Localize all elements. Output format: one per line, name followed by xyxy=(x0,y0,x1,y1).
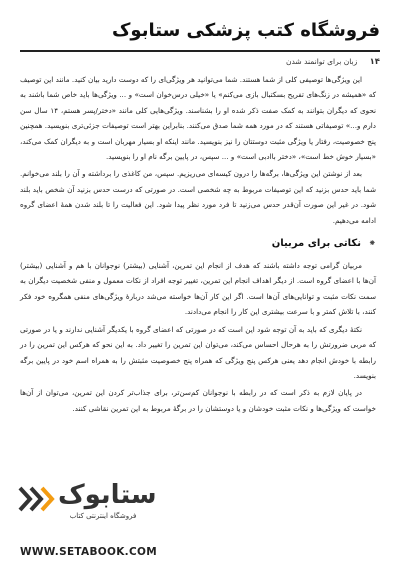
setabook-logo xyxy=(18,480,157,530)
section-heading xyxy=(20,236,376,252)
paragraph: بعد از نوشتن این ویژگی‌ها، برگه‌ها را درون کیسه‌ای می‌ریزیم. سپس، من کاغذی را برداشته و آن را بلند می‌خوانم. شما باید حدس بزنید که این توصیفات مربوط به چه شخصی است. در صورتی که درست حدس بزنید آن شخص باید بلند شود. در غیر این صورت آن‌قدر حدس می‌زنید تا فرد مورد نظر پیدا شود. این فعالیت را تا بلند شدن همهٔ اعضای گروه ادامه می‌دهیم. xyxy=(20,169,376,225)
document-body xyxy=(20,72,376,418)
footer-website-link[interactable]: WWW.SETABOOK.COM xyxy=(20,546,157,558)
section-heading-text: نکاتی برای مربیان xyxy=(271,238,361,250)
chevron-arrows-icon xyxy=(18,486,56,512)
paragraph: این ویژگی‌ها توصیفی کلی از شما هستند. شما می‌توانید هر ویژگی‌ای را که دوست دارید بیان کنید. مانند این توصیف که «همیشه در زنگ‌های تفریح بسکتبال بازی می‌کنم» یا «خیلی درس‌خوان است» و ... ویژگی‌ها باید خاص شما باشند به نحوی که دیگران بتوانند به کمک صفت ذکر شده او را بشناسند. ویژگی‌هایی کلی مانند «دختر/پسر هستم، ۱۴ سال سن دارم و...» توصیفاتی هستند که در مورد همه شما صدق می‌کنند. بنابراین بهتر است توصیفات جزئی‌تری بنویسید. همچنین پنج خصوصیت، رفتار یا ویژگی مثبت دوستتان را نیز بنویسید. مانند اینکه او بسیار مهربان است و به دیگران کمک می‌کند، «بسیار خوش خط است»، «دختر باادبی است» و ... سپس، در پایین برگه نام او را بنویسید. xyxy=(20,75,376,162)
paragraph: نکتهٔ دیگری که باید به آن توجه شود این است که در صورتی که اعضای گروه با یکدیگر آشنایی ندارند و یا در صورتی که مربی ضرورتش را به هرحال احساس می‌کند، می‌توان این تمرین را تغییر داد. به این نحو که هرکس این تمرین را در رابطه با خودش انجام دهد یعنی هرکس پنج ویژگی که همراه پنج خصوصیت مثبتش را به همراه اسم خود در پایین برگه بنویسد. xyxy=(20,324,376,380)
page-number: ۱۴ xyxy=(369,57,380,67)
logo-wordmark: ستابوک xyxy=(58,480,157,510)
page-title: فروشگاه کتب پزشکی ستابوک xyxy=(111,20,380,41)
header-divider xyxy=(20,50,380,52)
book-title: زبان برای توانمند شدن xyxy=(285,57,358,66)
paragraph: در پایان لازم به ذکر است که در رابطه با نوجوانان کم‌سن‌تر، برای جذاب‌تر کردن این تمرین، می‌توان از آن‌ها خواست که ویژگی‌ها و نکات مثبت خودشان و یا دوستشان را در برگهٔ مربوط به این تمرین نقاشی کنند. xyxy=(20,388,376,413)
logo-tagline: فروشگاه اینترنتی کتاب xyxy=(69,512,137,520)
heading-bullet-icon: ⁕ xyxy=(368,239,376,250)
paragraph: مربیان گرامی توجه داشته باشند که هدف از انجام این تمرین، آشنایی (بیشتر) نوجوانان با هم و آشنایی (بیشتر) آن‌ها با اعضای گروه است. از دیگر اهداف انجام این تمرین، تغییر توجه افراد از نکات معمول و منفی شخصیت دیگران به سمت نکات مثبت و توانایی‌های آن‌ها است. اگر این کار آن‌ها خواسته می‌شد دربارهٔ ویژگی‌های منفی همگروه خود فکر کنند، با تلاش کمتر و با سرعت بیشتری این کار را انجام می‌دادند. xyxy=(20,261,376,317)
running-head xyxy=(20,56,380,68)
